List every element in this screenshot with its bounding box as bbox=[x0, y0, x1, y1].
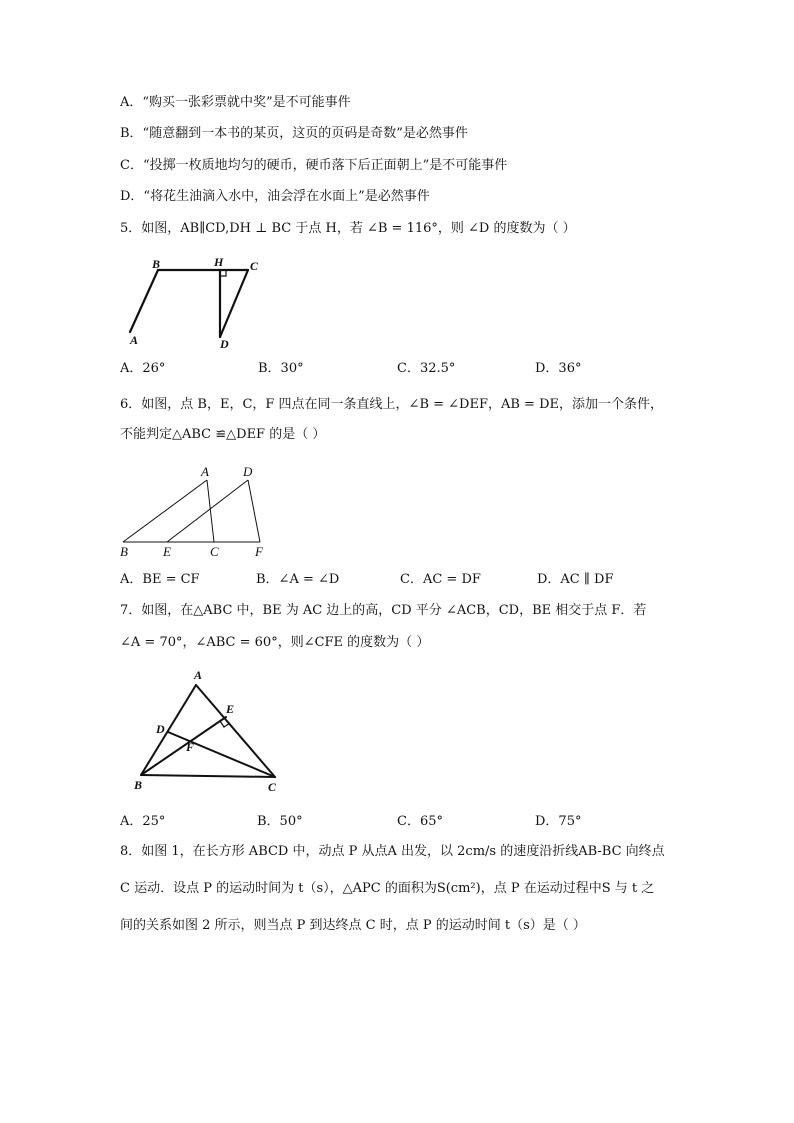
q7-label-b: B bbox=[134, 778, 143, 792]
q6-figure bbox=[115, 460, 275, 560]
q6-segment-df bbox=[248, 480, 260, 542]
q5-option-d: D．36° bbox=[535, 361, 582, 376]
q7-segment-ab bbox=[141, 685, 196, 775]
q5-label-c: C bbox=[250, 259, 259, 273]
q8-stem-line2: C 运动．设点 P 的运动时间为 t（s），△APC 的面积为S(cm²)，点 P 在运动过程中S 与 t 之 bbox=[120, 881, 655, 896]
q4-option-a: A．“购买一张彩票就中奖”是不可能事件 bbox=[120, 95, 351, 110]
q7-stem-line2: ∠A = 70°，∠ABC = 60°，则∠CFE 的度数为（ ） bbox=[120, 635, 430, 650]
q7-figure bbox=[130, 665, 290, 795]
q6-stem-line2: 不能判定△ABC ≌△DEF 的是（ ） bbox=[120, 427, 326, 442]
q5-segment-ab bbox=[130, 270, 158, 332]
q4-option-c: C．“投掷一枚质地均匀的硬币，硬币落下后正面朝上”是不可能事件 bbox=[120, 158, 508, 173]
q6-option-b: B．∠A = ∠D bbox=[256, 572, 340, 587]
q5-label-a: A bbox=[130, 333, 139, 347]
q5-label-d: D bbox=[220, 337, 229, 351]
q8-stem-line3: 间的关系如图 2 所示，则当点 P 到达终点 C 时，点 P 的运动时间 t（s）是（ ） bbox=[120, 918, 586, 933]
q6-option-a: A．BE = CF bbox=[120, 572, 200, 587]
q7-label-c: C bbox=[268, 780, 277, 794]
q7-option-c: C．65° bbox=[397, 814, 443, 829]
q5-figure bbox=[120, 252, 270, 352]
q6-label-b: B bbox=[120, 544, 128, 559]
q7-segment-be bbox=[141, 717, 226, 775]
q5-option-c: C．32.5° bbox=[397, 361, 456, 376]
q4-option-b: B．“随意翻到一本书的某页，这页的页码是奇数”是必然事件 bbox=[120, 126, 468, 141]
q4-option-d: D．“将花生油滴入水中，油会浮在水面上”是必然事件 bbox=[120, 189, 430, 204]
q7-segment-cd bbox=[168, 732, 275, 777]
q7-label-d: D bbox=[156, 722, 165, 736]
q6-label-a: A bbox=[201, 464, 209, 479]
q6-label-e: E bbox=[163, 544, 171, 559]
q5-stem: 5．如图，AB∥CD,DH ⊥ BC 于点 H，若 ∠B = 116°，则 ∠D 的度数为（ ） bbox=[120, 221, 576, 236]
q7-segment-bc bbox=[141, 775, 275, 777]
q5-label-h: H bbox=[214, 255, 224, 269]
q6-label-d: D bbox=[243, 464, 253, 479]
q7-option-a: A．25° bbox=[120, 814, 166, 829]
q6-stem-line1: 6．如图，点 B，E，C，F 四点在同一条直线上，∠B = ∠DEF，AB = DE，添加一个条件， bbox=[120, 397, 663, 412]
q5-option-a: A．26° bbox=[120, 361, 166, 376]
q7-option-b: B．50° bbox=[257, 814, 303, 829]
q7-label-f: F bbox=[186, 740, 195, 754]
q8-stem-line1: 8．如图 1，在长方形 ABCD 中，动点 P 从点A 出发，以 2cm/s 的速度沿折线AB-BC 向终点 bbox=[120, 844, 665, 859]
q6-option-d: D．AC ∥ DF bbox=[537, 572, 614, 587]
q7-label-e: E bbox=[226, 702, 235, 716]
q7-option-d: D．75° bbox=[535, 814, 582, 829]
q5-label-b: B bbox=[152, 257, 161, 271]
q6-segment-ab bbox=[123, 480, 207, 542]
q6-option-c: C．AC = DF bbox=[400, 572, 481, 587]
q7-label-a: A bbox=[194, 668, 203, 682]
q6-segment-de bbox=[167, 480, 248, 542]
q7-segment-ac bbox=[196, 685, 275, 777]
q7-stem-line1: 7．如图，在△ABC 中，BE 为 AC 边上的高，CD 平分 ∠ACB，CD，BE 相交于点 F．若 bbox=[120, 603, 647, 618]
q6-label-f: F bbox=[255, 544, 263, 559]
q6-label-c: C bbox=[210, 544, 219, 559]
q5-option-b: B．30° bbox=[258, 361, 304, 376]
q5-segment-cd bbox=[220, 270, 248, 337]
